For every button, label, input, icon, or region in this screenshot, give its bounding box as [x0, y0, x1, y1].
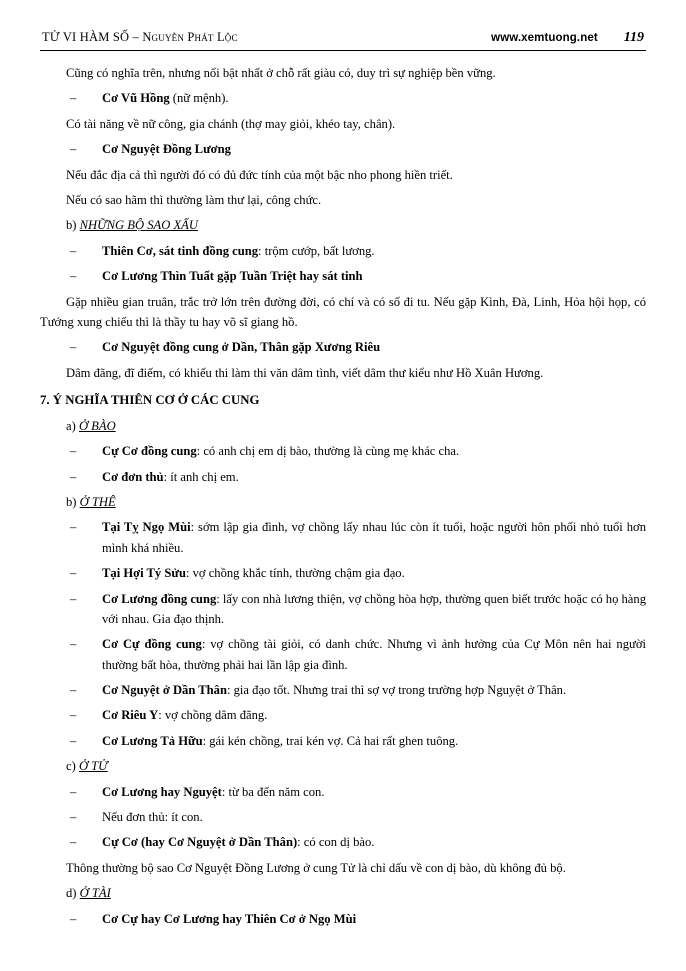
subsection-title: Ở TÀI: [79, 886, 111, 901]
subsection-marker: b): [66, 218, 80, 233]
list-item-term: Cơ Vũ Hồng: [102, 91, 170, 106]
list-item-term: Cơ Lương Tả Hữu: [102, 733, 203, 748]
list-item-text: : trộm cướp, bất lương.: [258, 243, 375, 258]
paragraph: Nếu có sao hãm thì thường làm thư lại, công chức.: [66, 192, 322, 207]
dash-bullet: –: [70, 733, 77, 748]
list-item-term: Cơ Nguyệt đồng cung ở Dần, Thân gặp Xương Riêu: [102, 340, 381, 355]
dash-bullet: –: [70, 637, 77, 652]
header-divider: [40, 50, 646, 51]
dash-bullet: –: [70, 784, 77, 799]
list-item: [40, 807, 646, 827]
list-item-term: Cơ Riêu Y: [102, 708, 159, 723]
list-item-text: : gái kén chồng, trai kén vợ. Cả hai rất ghen tuông.: [202, 733, 459, 748]
list-item: [40, 517, 646, 558]
list-item-term: Cự Cơ đồng cung: [102, 444, 197, 459]
subsection-label-d: [40, 883, 646, 903]
dash-bullet: –: [70, 835, 77, 850]
subsection-label-a: [40, 416, 646, 436]
dash-bullet: –: [70, 142, 77, 157]
list-item: [40, 241, 646, 261]
page-header: [40, 30, 646, 50]
dash-bullet: –: [70, 444, 77, 459]
list-item-text: : vợ chồng khắc tính, thường chậm gia đạo.: [185, 566, 405, 581]
subsection-label-c: [40, 756, 646, 776]
paragraph: Cũng có nghĩa trên, nhưng nổi bật nhất ở chỗ rất giàu có, duy trì sự nghiệp bền vững.: [66, 66, 496, 80]
list-item: [40, 634, 646, 675]
list-item: [40, 832, 646, 852]
list-item: [40, 266, 646, 286]
subsection-title: NHỮNG BỘ SAO XẤU: [79, 218, 198, 233]
dash-bullet: –: [70, 469, 77, 484]
dash-bullet: –: [70, 911, 77, 926]
list-item-text: : có con dị bào.: [297, 835, 375, 850]
dash-bullet: –: [70, 340, 77, 355]
header-right-group: [491, 30, 644, 46]
list-item-text: : sớm lập gia đình, vợ chồng lấy nhau lúc còn ít tuổi, hoặc người hôn phối nhỏ tuổi hơn mình khá nhiều.: [102, 520, 646, 555]
dash-bullet: –: [70, 708, 77, 723]
list-item-text: : ít anh chị em.: [163, 469, 239, 484]
paragraph: Nếu đắc địa cả thì người đó có đủ đức tính của một bậc nho phong hiền triết.: [66, 167, 453, 182]
list-item: [40, 909, 646, 929]
dash-bullet: –: [70, 591, 77, 606]
book-title: TỬ VI HÀM SỐ – Nguyễn Phát Lộc: [42, 30, 238, 44]
subsection-title: Ở TỬ: [78, 759, 108, 774]
list-item-text: Nếu đơn thủ: ít con.: [102, 810, 203, 825]
subsection-label-b2: [40, 492, 646, 512]
subsection-label-b: [40, 215, 646, 235]
list-item-text: : có anh chị em dị bào, thường là cùng mẹ khác cha.: [196, 444, 460, 459]
list-item-term: Cơ Lương hay Nguyệt: [102, 784, 222, 799]
list-item-term: Thiên Cơ, sát tinh đồng cung: [102, 243, 259, 258]
dash-bullet: –: [70, 269, 77, 284]
dash-bullet: –: [70, 520, 77, 535]
list-item: [40, 139, 646, 159]
subsection-marker: b): [66, 494, 80, 509]
list-item: [40, 705, 646, 725]
list-item-text: : từ ba đến năm con.: [221, 784, 325, 799]
subsection-marker: a): [66, 418, 79, 433]
list-item-text: : vợ chồng dâm đãng.: [158, 708, 268, 723]
paragraph: Có tài năng về nữ công, gia chánh (thợ may giỏi, khéo tay, chân).: [66, 116, 396, 131]
subsection-title: Ở THÊ: [79, 494, 116, 509]
list-item-text: : vợ chồng tài giỏi, có danh chức. Nhưng vì ảnh hưởng của Cự Môn nên hai người thường bất hòa, thường phải hai lần lập gia đình.: [102, 637, 646, 672]
list-item: [40, 731, 646, 751]
list-item-term: Cơ Lương Thìn Tuất gặp Tuần Triệt hay sát tinh: [102, 269, 363, 284]
list-item: [40, 467, 646, 487]
list-item-text: : gia đạo tốt. Nhưng trai thì sợ vợ trong trường hợp Nguyệt ở Thân.: [226, 683, 567, 698]
paragraph: Gặp nhiều gian truân, trắc trở lớn trên đường đời, có chí và có số đi tu. Nếu gặp Kình, Đà, Linh, Hỏa hội họp, có Tướng xung chiếu thì là thầy tu hay võ sĩ giang hồ.: [40, 294, 646, 329]
list-item: [40, 88, 646, 108]
list-item-text: : lấy con nhà lương thiện, vợ chồng hòa hợp, thường quen biết trước hoặc có họ hàng với nhau. Gia đạo thịnh.: [102, 591, 646, 626]
list-item: [40, 680, 646, 700]
dash-bullet: –: [70, 91, 77, 106]
list-item: [40, 563, 646, 583]
list-item-term: Cơ Cự hay Cơ Lương hay Thiên Cơ ở Ngọ Mùi: [102, 911, 357, 926]
page-number: 119: [623, 30, 644, 45]
list-item-text: (nữ mệnh).: [169, 91, 229, 106]
list-item-term: Tại Hợi Tý Sửu: [102, 566, 186, 581]
dash-bullet: –: [70, 566, 77, 581]
subsection-marker: c): [66, 759, 79, 774]
list-item-term: Cơ Nguyệt Đồng Lương: [102, 142, 231, 157]
subsection-title: Ở BÀO: [78, 418, 116, 433]
list-item: [40, 782, 646, 802]
list-item: [40, 337, 646, 357]
list-item: [40, 441, 646, 461]
dash-bullet: –: [70, 243, 77, 258]
paragraph: Dâm đãng, đĩ điếm, có khiếu thi làm thi văn dâm tình, viết dâm thư kiểu như Hồ Xuân Hương.: [66, 365, 544, 380]
list-item-term: Cơ Nguyệt ở Dần Thân: [102, 683, 227, 698]
list-item-term: Cơ Cự đồng cung: [102, 637, 202, 652]
website-url: www.xemtuong.net: [491, 32, 598, 44]
subsection-marker: d): [66, 886, 80, 901]
dash-bullet: –: [70, 810, 77, 825]
list-item-term: Cơ đơn thủ: [102, 469, 164, 484]
list-item-term: Tại Tỵ Ngọ Mùi: [102, 520, 191, 535]
paragraph: Thông thường bộ sao Cơ Nguyệt Đồng Lương ở cung Tử là chỉ dấu về con dị bào, dù không đủ bộ.: [66, 860, 566, 875]
dash-bullet: –: [70, 683, 77, 698]
list-item: [40, 589, 646, 630]
list-item-term: Cơ Lương đồng cung: [102, 591, 217, 606]
section-heading: 7. Ý NGHĨA THIÊN CƠ Ở CÁC CUNG: [40, 393, 260, 408]
list-item-term: Cự Cơ (hay Cơ Nguyệt ở Dần Thân): [102, 835, 298, 850]
page-content: [40, 63, 646, 929]
